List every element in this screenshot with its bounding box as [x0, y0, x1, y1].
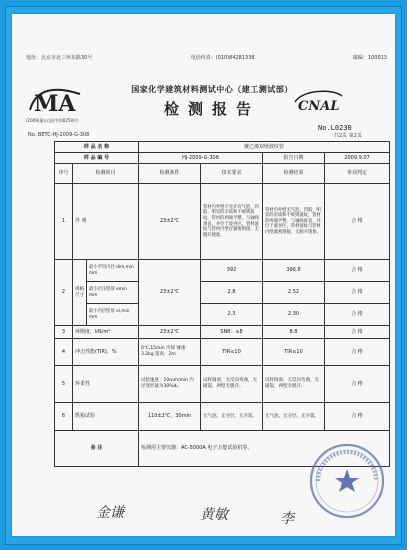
- report-title: 检测报告: [163, 100, 260, 118]
- row-condition: 23±2℃: [139, 184, 201, 260]
- ma-caption: (2009)量认(国)字(U0259)号: [26, 118, 79, 123]
- col-header-condition: 检测条件: [139, 164, 201, 184]
- row-requirement: SN8：≥8: [201, 326, 263, 339]
- row-item: 烘箱试验: [73, 403, 139, 431]
- row-condition: 110±2℃，30min: [139, 403, 201, 431]
- row-requirement: 无气泡、无分层、无开裂。: [201, 403, 263, 431]
- table-row: [55, 260, 390, 282]
- row-judgment: 合 格: [325, 326, 390, 339]
- row-requirement: 试样圆滑，无反向弯曲，无破裂，两壁无脱开。: [201, 366, 263, 403]
- report-date-value: 2009.9.07: [325, 153, 390, 164]
- col-header-item: 检测项目: [73, 164, 139, 184]
- row-item: 最小层压壁厚 emin mm: [87, 282, 139, 304]
- row-no: 4: [55, 339, 73, 366]
- tester-signature: 李: [280, 511, 294, 527]
- row-item: 最小内层壁厚 ei,min mm: [87, 304, 139, 326]
- row-judgment: 合 格: [325, 184, 390, 260]
- approver-signature: 金谦: [96, 505, 124, 521]
- column-header-row: [55, 164, 390, 184]
- header-contact-line: [26, 54, 387, 61]
- signature-row: [42, 498, 372, 528]
- row-item: 最小平均内径 dim,min mm: [87, 260, 139, 282]
- row-condition: 试验速度：10mm/min 内径变形量为30%dₑ: [139, 366, 201, 403]
- row-condition: 23±2℃: [139, 260, 201, 326]
- row-no: 3: [55, 326, 73, 339]
- row-requirement: 392: [201, 260, 263, 282]
- sample-name-row: [55, 142, 390, 153]
- phone-text: 电话传真：(010)84281338: [190, 55, 255, 61]
- row-requirement: 2.3: [201, 304, 263, 326]
- row-item: 环柔性: [73, 366, 139, 403]
- report-date-label: 报告日期: [263, 153, 325, 164]
- row-result: 2.30: [263, 304, 325, 326]
- row-requirement: 2.8: [201, 282, 263, 304]
- row-item: 环刚度，kN/m²: [73, 326, 139, 339]
- ma-logo-text: MA: [34, 91, 76, 116]
- row-result: 管材内外壁无气泡、凹陷、明显的杂质和不规则波纹，管材的两端平整，与轴线垂直，并位于波谷区。管材波纹与管材内壁紧密熔接，无脱开现象。: [263, 184, 325, 260]
- row-item: 冲击性能(TIR)，%: [73, 339, 139, 366]
- postcode-text: 邮编：100013: [352, 55, 387, 61]
- sample-name-value: 聚乙烯双壁波纹管: [139, 142, 390, 153]
- table-row: [55, 326, 390, 339]
- table-row: [55, 403, 390, 431]
- row-result: 试样圆滑，无反向弯曲，无破裂，两壁无脱开。: [263, 366, 325, 403]
- row-item: 外 观: [73, 184, 139, 260]
- row-no: 1: [55, 184, 73, 260]
- table-row: [55, 304, 390, 326]
- reviewer-signature: 黄敏: [200, 507, 228, 523]
- col-header-requirement: 技术要求: [201, 164, 263, 184]
- row-no: 5: [55, 366, 73, 403]
- row-requirement: 管材内外壁不允许有气泡、凹陷、明显的杂质和不规则波纹，管材的两端平整，与轴线垂直，并位于波谷区。管材波纹与管材内壁应紧密熔接，无脱开现象。: [201, 184, 263, 260]
- sample-name-label: 样 品 名 称: [55, 142, 139, 153]
- ma-certification-logo: [26, 84, 84, 116]
- test-results-table: [54, 141, 390, 467]
- table-row: [55, 282, 390, 304]
- test-center-name: 国家化学建筑材料测试中心（建工测试部）: [131, 84, 293, 94]
- address-text: 地址：北京市北三环东路30号: [26, 55, 93, 61]
- row-condition: 23±2℃: [139, 326, 201, 339]
- col-header-judgment: 单项判定: [325, 164, 390, 184]
- row-result: 2.52: [263, 282, 325, 304]
- remarks-value: 检测用主要仪器：AC-5000A 电子万能试验机等。: [139, 431, 390, 467]
- report-number: No.L0230: [318, 124, 352, 132]
- report-sheet: [12, 14, 395, 536]
- sample-id-row: [55, 153, 390, 164]
- row-no: 6: [55, 403, 73, 431]
- row-result: TIR≤10: [263, 339, 325, 366]
- row-condition: 0℃,15min 冷却 锤重：3.2kg 落高：2m: [139, 339, 201, 366]
- table-row: [55, 366, 390, 403]
- row-judgment: 合 格: [325, 260, 390, 282]
- row-judgment: 合 格: [325, 339, 390, 366]
- row-judgment: 合 格: [325, 366, 390, 403]
- remarks-label: 备 注: [55, 431, 139, 467]
- row-requirement: TIR≤10: [201, 339, 263, 366]
- table-row: [55, 339, 390, 366]
- cnal-logo-text: CNAL: [298, 99, 340, 114]
- row-no: 2: [55, 260, 73, 326]
- col-header-result: 检测结果: [263, 164, 325, 184]
- row-group-label: 规格尺寸: [73, 260, 87, 326]
- row-judgment: 合 格: [325, 282, 390, 304]
- col-header-no: 序号: [55, 164, 73, 184]
- row-result: 8.8: [263, 326, 325, 339]
- sample-id-label: 样 品 编 号: [55, 153, 139, 164]
- row-judgment: 合 格: [325, 403, 390, 431]
- document-number: No. BETC-HJ-2009-G-308: [28, 132, 90, 138]
- row-result: 396.8: [263, 260, 325, 282]
- sample-id-value: HJ-2009-G-308: [139, 153, 263, 164]
- row-result: 无气泡、无分层、无开裂。: [263, 403, 325, 431]
- row-judgment: 合 格: [325, 304, 390, 326]
- cnal-logo: [292, 88, 344, 114]
- table-row: [55, 184, 390, 260]
- page-number: 共2页 第2页: [334, 133, 362, 139]
